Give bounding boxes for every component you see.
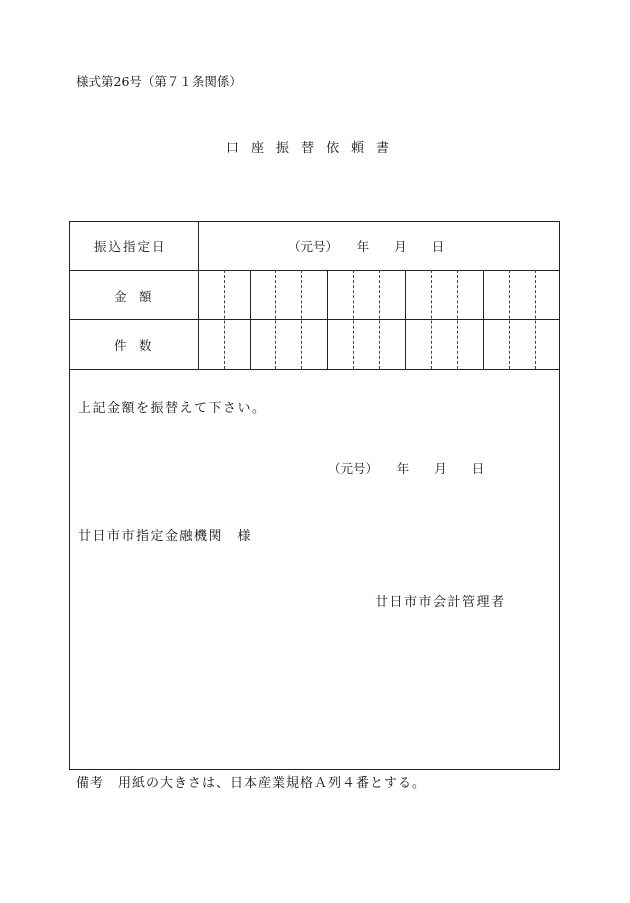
issuer: 廿日市市会計管理者 (375, 595, 506, 610)
request-text: 上記金額を振替えて下さい。 (78, 401, 267, 416)
digit-dash-line (457, 270, 458, 369)
digit-group-line (327, 270, 328, 369)
form-box (69, 221, 560, 770)
transfer-date-label: 振込指定日 (94, 239, 167, 254)
column-divider (198, 222, 199, 369)
request-date: （元号） 年 月 日 (328, 461, 485, 476)
digit-dash-line (301, 270, 302, 369)
addressee: 廿日市市指定金融機関 様 (78, 529, 253, 544)
digit-group-line (250, 270, 251, 369)
transfer-date-value: （元号） 年 月 日 (288, 239, 445, 254)
amount-label: 金 額 (114, 289, 152, 304)
digit-group-line (405, 270, 406, 369)
digit-dash-line (509, 270, 510, 369)
digit-dash-line (535, 270, 536, 369)
remarks: 備考 用紙の大きさは、日本産業規格Ａ列４番とする。 (76, 776, 427, 791)
digit-group-line (483, 270, 484, 369)
digit-dash-line (353, 270, 354, 369)
count-label: 件 数 (114, 338, 152, 353)
row-divider (70, 319, 559, 320)
form-number: 様式第26号（第７１条関係） (76, 74, 242, 89)
row-divider (70, 270, 559, 271)
row-divider (70, 369, 559, 370)
digit-dash-line (379, 270, 380, 369)
digit-dash-line (431, 270, 432, 369)
document-title: 口座振替依頼書 (226, 141, 402, 156)
digit-dash-line (275, 270, 276, 369)
digit-dash-line (224, 270, 225, 369)
